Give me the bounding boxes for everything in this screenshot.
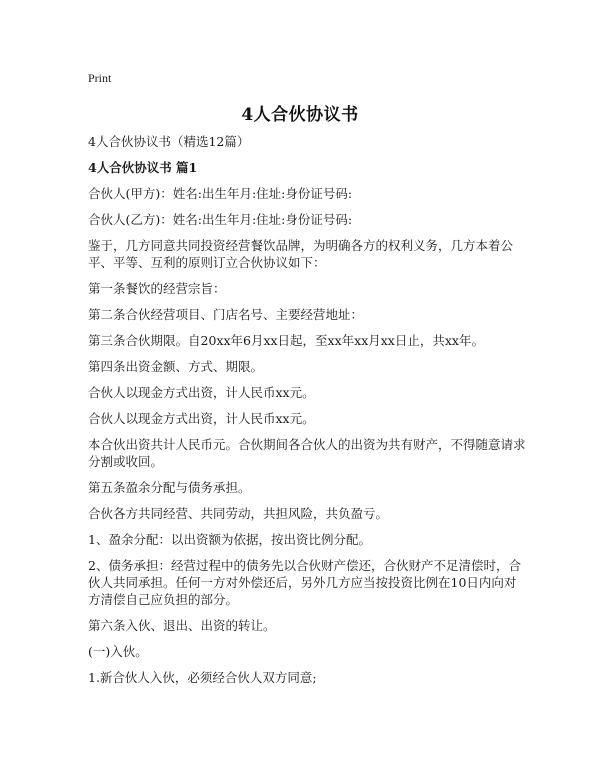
- paragraph: (一)入伙。: [88, 644, 148, 659]
- paragraph: 合伙人(甲方)：姓名:出生年月:住址:身份证号码:: [88, 186, 353, 201]
- paragraph: 合伙人以现金方式出资，计人民币xx元。: [88, 411, 315, 426]
- paragraph: 合伙人以现金方式出资，计人民币xx元。: [88, 385, 315, 400]
- paragraph: 第五条盈余分配与债务承担。: [88, 480, 251, 495]
- paragraph: 本合伙出资共计人民币元。合伙期间各合伙人的出资为共有财产，不得随意请求分割或收回。: [88, 437, 526, 469]
- print-label: Print: [88, 71, 112, 85]
- document-body: [88, 133, 528, 686]
- document-title: 4人合伙协议书: [241, 105, 359, 125]
- paragraph: 合伙人(乙方)：姓名:出生年月:住址:身份证号码:: [88, 212, 353, 227]
- paragraph: 第一条餐饮的经营宗旨：: [88, 281, 226, 296]
- section-heading: 4人合伙协议书 篇1: [88, 160, 198, 175]
- paragraph: 2、债务承担：经营过程中的债务先以合伙财产偿还，合伙财产不足清偿时，合伙人共同承担。任何一方对外偿还后，另外几方应当按投资比例在10日内向对方清偿自己应负担的部分。: [88, 558, 521, 607]
- paragraph: 1.新合伙人入伙，必须经合伙人双方同意;: [88, 670, 317, 685]
- paragraph: 第六条入伙、退出、出资的转让。: [88, 618, 276, 633]
- paragraph-subtitle: 4人合伙协议书（精选12篇）: [88, 134, 250, 149]
- paragraph: 鉴于，几方同意共同投资经营餐饮品牌，为明确各方的权利义务，几方本着公平、平等、互利的原则订立合伙协议如下：: [88, 238, 514, 270]
- paragraph: 第二条合伙经营项目、门店名号、主要经营地址：: [88, 307, 364, 322]
- paragraph: 合伙各方共同经营、共同劳动，共担风险，共负盈亏。: [88, 506, 389, 521]
- paragraph: 1、盈余分配：以出资额为依据，按出资比例分配。: [88, 532, 371, 547]
- paragraph: 第四条出资金额、方式、期限。: [88, 359, 264, 374]
- paragraph: 第三条合伙期限。自20xx年6月xx日起，至xx年xx月xx日止，共xx年。: [88, 333, 484, 348]
